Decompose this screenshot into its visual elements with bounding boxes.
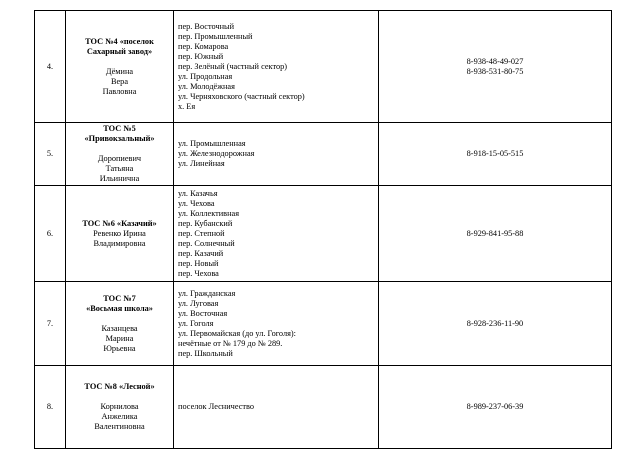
table-row [35,366,612,449]
row-number: 5. [35,123,66,186]
phones-cell [379,282,612,366]
streets-cell [174,282,379,366]
street-item: ул. Продольная [178,71,233,81]
tos-cell [66,123,174,186]
head-name: Валентиновна [94,422,145,431]
streets-cell [174,123,379,186]
street-item: ул. Восточная [178,308,228,318]
tos-cell [66,11,174,123]
street-item: ул. Луговая [178,298,219,308]
tos-title: ТОС №8 «Лесной» [84,382,155,391]
phone-number: 8-989-237-06-39 [466,402,524,411]
row-number: 7. [35,282,66,366]
street-item: нечётные от № 179 до № 289. [178,338,283,348]
tos-title: ТОС №5 [103,124,136,133]
head-name: Марина [105,333,134,343]
phones-cell [379,366,612,449]
tos-table-body [35,11,612,449]
street-item: ул. Гражданская [178,288,236,298]
street-item: пер. Южный [178,51,224,61]
head-name: Татьяна [105,164,134,173]
spacer [66,57,173,67]
head-name: Анжелика [101,412,138,421]
street-item: пер. Степной [178,228,225,238]
street-item: пер. Солнечный [178,238,235,248]
street-item: пер. Зелёный (частный сектор) [178,61,288,71]
street-item: ул. Промышленная [178,139,246,148]
street-item: пер. Восточный [178,21,235,31]
phone-number: 8-918-15-05-515 [466,149,524,158]
tos-cell [66,366,174,449]
table-row [35,186,612,282]
streets-cell [174,11,379,123]
street-item: пер. Комарова [178,41,229,51]
table-row [35,282,612,366]
street-item: ул. Первомайская (до ул. Гоголя): [178,328,296,338]
street-item: пер. Школьный [178,348,233,358]
row-number: 8. [35,366,66,449]
street-item: ул. Железнодорожная [178,149,255,158]
phones-cell [379,123,612,186]
street-item: пер. Кубанский [178,218,233,228]
phone-number: 8-929-841-95-88 [466,228,524,238]
head-name: Ильинична [99,174,140,183]
phones-cell [379,11,612,123]
tos-table [34,10,612,449]
table-row [35,123,612,186]
street-item: ул. Коллективная [178,208,240,218]
spacer [66,392,173,402]
row-number: 4. [35,11,66,123]
street-item: ул. Казачья [178,188,218,198]
head-name: Казанцева [101,323,138,333]
tos-title: ТОС №7 [103,293,136,303]
tos-title: ТОС №4 «поселок [85,36,154,46]
phone-number: 8-928-236-11-90 [466,318,524,328]
street-item: пер. Чехова [178,268,219,278]
head-name: Корнилова [100,402,139,411]
head-name: Доропиевич [97,154,142,163]
row-number: 6. [35,186,66,282]
head-name: Дёмина [105,66,134,76]
phone-number: 8-938-531-80-75 [466,66,524,76]
streets-cell [174,366,379,449]
street-item: пер. Казачий [178,248,224,258]
street-item: поселок Лесничество [178,402,255,411]
head-name: Павловна [102,86,137,96]
street-item: ул. Черняховского (частный сектор) [178,91,305,101]
tos-title: «Привокзальный» [84,134,155,143]
streets-cell [174,186,379,282]
tos-title: «Восьмая школа» [86,303,153,313]
spacer [66,144,173,154]
head-name: Юрьевна [103,343,136,353]
head-name: Вера [110,76,129,86]
street-item: ул. Чехова [178,198,215,208]
tos-cell [66,186,174,282]
street-item: пер. Новый [178,258,219,268]
phone-number: 8-938-48-49-027 [466,56,524,66]
head-name: Ревенко Ирина [93,228,146,238]
street-item: ул. Молодёжная [178,81,235,91]
phones-cell [379,186,612,282]
table-row [35,11,612,123]
street-item: ул. Гоголя [178,318,214,328]
street-item: ул. Линейная [178,159,225,168]
spacer [66,314,173,324]
tos-title: ТОС №6 «Казачий» [82,218,157,228]
street-item: пер. Промышленный [178,31,253,41]
tos-cell [66,282,174,366]
tos-title: Сахарный завод» [86,46,153,56]
head-name: Владимировна [93,238,146,248]
street-item: х. Ея [178,101,196,111]
